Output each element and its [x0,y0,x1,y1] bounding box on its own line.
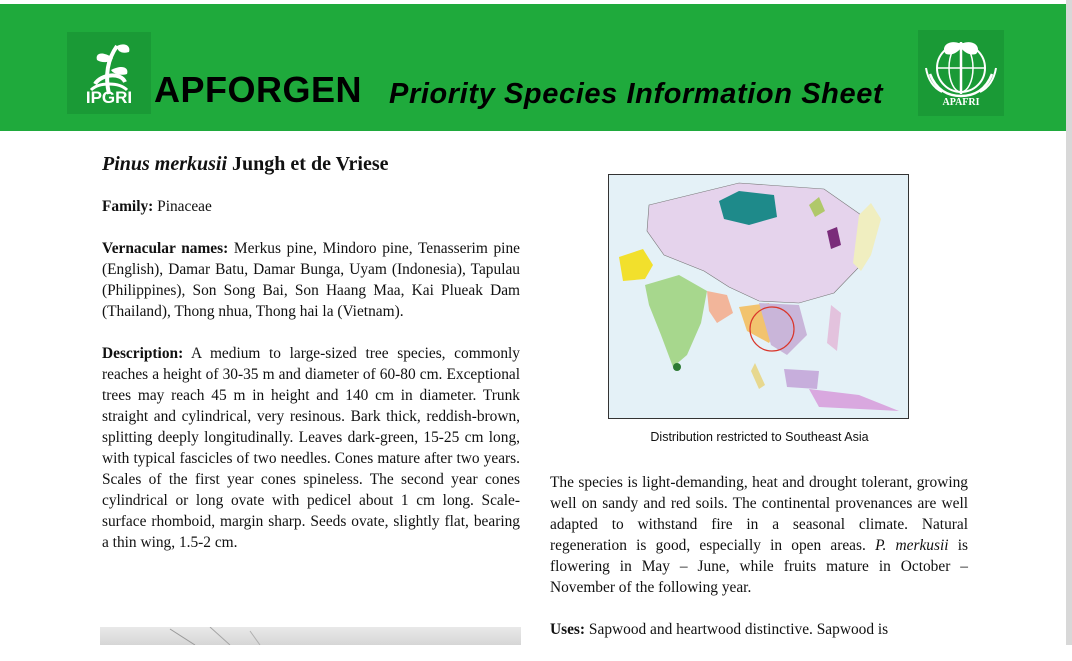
left-column [102,150,520,574]
ecology-species-abbrev: P. merkusii [875,537,949,554]
vernacular-paragraph [102,238,520,322]
uses-paragraph [550,619,968,640]
distribution-map [608,174,909,419]
vernacular-label: Vernacular names: [102,240,229,257]
family-label: Family: [102,198,154,215]
vernacular-text: Merkus pine, Mindoro pine, Tenasserim pine (English), Damar Batu, Damar Bunga, Uyam (Indonesia), Tapulau (Philippines), Son Song Bai, Son Haang Maa, Kai Plueak Dam (Thailand), Thong nhua, Thong hai la (Vietnam). [102,240,520,320]
ecology-text-after: is flowering in May – June, while fruits mature in October – November of the following year. [550,537,968,596]
viewer-edge [1066,0,1072,645]
apafri-logo [918,30,1004,116]
description-paragraph [102,343,520,553]
apafri-logo-text: APAFRI [942,97,980,108]
ipgri-logo-text: IPGRI [85,88,133,107]
map-caption: Distribution restricted to Southeast Asia [650,430,869,444]
right-column [550,472,968,661]
species-name: Pinus merkusii [102,153,228,175]
uses-label: Uses: [550,621,586,638]
family-paragraph [102,196,520,217]
species-heading [102,150,520,178]
apafri-tree-globe-logo-icon [918,34,1004,102]
ipgri-leaf-logo-icon [67,36,151,96]
ecology-text-before: The species is light-demanding, heat and drought tolerant, growing well on sandy and red soils. The continental provenances are well adapted to withstand fire in a seasonal climate. Natural regeneration is good, especially in open areas. [550,474,968,554]
description-label: Description: [102,345,184,362]
header-banner [0,4,1066,131]
ecology-paragraph [550,472,968,598]
species-photo [100,627,521,645]
family-value: Pinaceae [157,198,212,215]
ipgri-logo [67,32,151,114]
page-title: APFORGEN [154,69,363,110]
description-text: A medium to large-sized tree species, commonly reaches a height of 30-35 m and diameter of 60-80 cm. Exceptional trees may reach 45 m in height and 140 cm in diameter. Trunk straight and cylindrical, very resinous. Bark thick, reddish-brown, splitting deeply longitudinally. Leaves dark-green, 15-25 cm long, with typical fascicles of two needles. Cones mature after two years. Scales of the first year cones spineless. The second year cones cylindrical or long ovate with pedicel about 1 cm long. Scale-surface rhomboid, margin sharp. Seeds ovate, slightly flat, bearing a thin wing, 1.5-2 cm. [102,345,521,551]
uses-text: Sapwood and heartwood distinctive. Sapwood is [588,621,889,638]
species-authority: Jungh et de Vriese [232,153,389,175]
page-subtitle: Priority Species Information Sheet [389,78,884,110]
